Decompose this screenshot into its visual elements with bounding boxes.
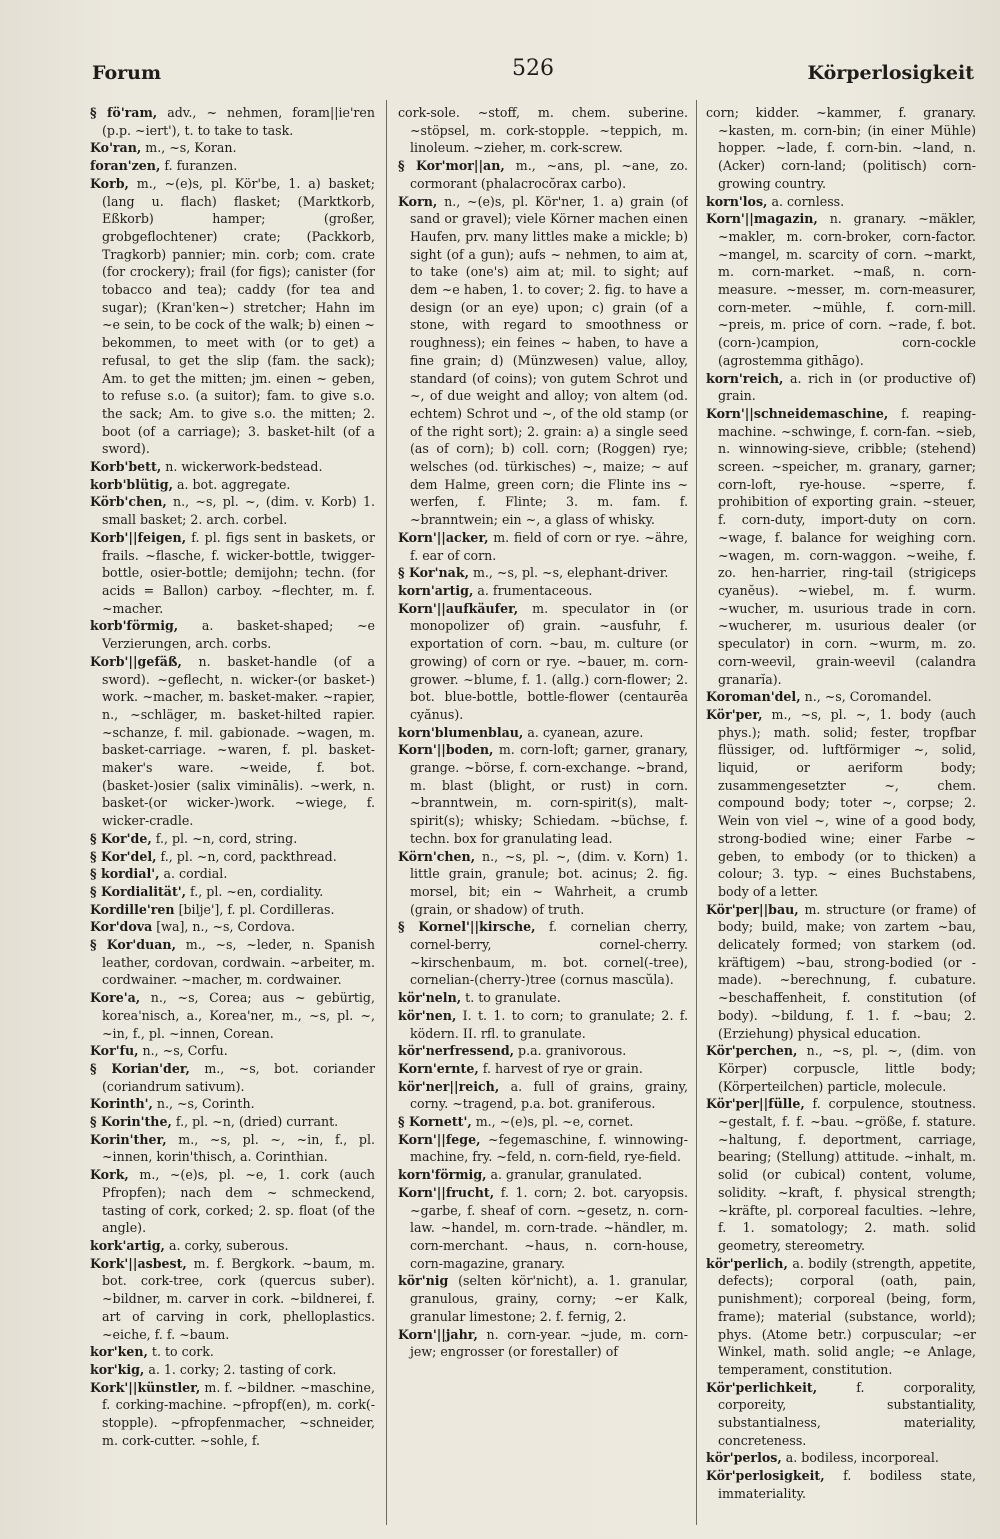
entry-definition: f., pl. ~n, cord, string. <box>155 830 298 846</box>
dictionary-entry <box>90 848 375 866</box>
left-guide-word: Forum <box>92 62 162 84</box>
dictionary-entry <box>706 1467 976 1502</box>
dictionary-entry <box>706 193 976 211</box>
dictionary-entry <box>90 493 375 528</box>
entry-definition: n., ~s, Corinth. <box>156 1096 255 1112</box>
entry-definition: t. to granulate. <box>465 990 561 1006</box>
dictionary-entry <box>398 1184 688 1273</box>
entry-definition: m., ~s, pl. ~, ~in, f., pl. ~innen, korin'thisch, a. Corinthian. <box>102 1131 375 1165</box>
entry-headword: Kör'per||bau, <box>706 901 799 917</box>
entry-definition: a. 1. corky; 2. tasting of cork. <box>148 1361 337 1377</box>
entry-headword: Kör'perchen, <box>706 1043 798 1059</box>
dictionary-entry <box>398 600 688 724</box>
entry-definition: ~fegemaschine, f. winnowing-machine, fry. ~feld, n. corn-field, rye-field. <box>410 1131 688 1165</box>
entry-definition: m., ~(e)s, pl. ~e, 1. cork (auch Pfropfen); nach dem ~ schmeckend, tasting of cork, corked; 2. sp. float (of the angle). <box>102 1167 375 1236</box>
entry-headword: korn'los, <box>706 193 768 209</box>
entry-headword: Kore'a, <box>90 990 141 1006</box>
dictionary-entry <box>90 175 375 458</box>
entry-headword: korn'reich, <box>706 370 784 386</box>
dictionary-entry <box>90 653 375 830</box>
entry-headword: Korinth', <box>90 1096 153 1112</box>
entry-headword: kor'ken, <box>90 1344 148 1360</box>
column-rule-1 <box>386 100 387 1525</box>
entry-definition: a. bot. aggregate. <box>176 476 291 492</box>
entry-definition: n., ~s, Coromandel. <box>804 689 932 705</box>
dictionary-entry <box>706 706 976 901</box>
entry-definition: cork-sole. ~stoff, m. chem. suberine. ~stöpsel, m. cork-stopple. ~teppich, m. linoleum. ~zieher, m. cork-screw. <box>398 105 688 156</box>
entry-headword: Kork, <box>90 1167 129 1183</box>
entry-definition: a. bodiless, incorporeal. <box>785 1450 939 1466</box>
entry-headword: § Kornel'||kirsche, <box>398 919 536 935</box>
entry-headword: Körb'chen, <box>90 494 167 510</box>
entry-definition: a. basket-shaped; ~e Verzierungen, arch. corbs. <box>102 618 375 652</box>
dictionary-entry <box>90 989 375 1042</box>
entry-headword: § kordial', <box>90 866 160 882</box>
dictionary-entry <box>90 1237 375 1255</box>
dictionary-entry <box>398 1131 688 1166</box>
entry-definition: n., ~s, Corfu. <box>142 1043 228 1059</box>
dictionary-entry <box>90 1361 375 1379</box>
entry-headword: § Kor'de, <box>90 830 152 846</box>
entry-definition: m. f. Bergkork. ~baum, m. bot. cork-tree, cork (quercus suber). ~bildner, m. carver in cork. ~bildnerei, f. art of carving in cork, phelloplastics. ~eiche, f. f. ~baum. <box>102 1255 375 1342</box>
dictionary-entry <box>706 210 976 369</box>
dictionary-entry <box>90 529 375 618</box>
entry-headword: kör'nen, <box>398 1007 457 1023</box>
dictionary-entry <box>398 724 688 742</box>
dictionary-entry <box>398 564 688 582</box>
entry-definition: m. field of corn or rye. ~ähre, f. ear of corn. <box>410 529 688 563</box>
entry-definition: f. bodiless state, immateriality. <box>718 1468 976 1501</box>
entry-definition: n. corn-year. ~jude, m. corn-jew; engrosser (or forestaller) of <box>410 1326 688 1360</box>
entry-headword: § Korian'der, <box>90 1060 190 1076</box>
entry-definition: a. cordial. <box>163 866 228 882</box>
dictionary-entry <box>706 370 976 405</box>
dictionary-entry <box>90 918 375 936</box>
entry-headword: Korn'||acker, <box>398 529 489 545</box>
entry-headword: kör'perlos, <box>706 1450 782 1466</box>
entry-definition: f. reaping-machine. ~schwinge, f. corn-fan. ~sieb, n. winnowing-sieve, cribble; (stehend) screen. ~speicher, m. granary, garner; corn-loft, rye-house. ~sperre, f. prohibition of exporting grain. ~steuer, f. corn-duty, import-duty on corn. ~wage, f. balance for weighing corn. ~wagen, m. corn-waggon. ~weihe, f. zo. hen-harrier, ring-tail (strigiceps cyanĕus). ~wiebel, m. f. wurm. ~wucher, m. usurious trade in corn. ~wucherer, m. usurious dealer (or speculator) in corn. ~wurm, m. zo. corn-weevil, grain-weevil (calandra granarĭa). <box>718 405 976 687</box>
entry-definition: n. wickerwork-bedstead. <box>165 459 323 475</box>
dictionary-entry <box>90 476 375 494</box>
entry-headword: korb'blütig, <box>90 476 173 492</box>
entry-definition: m. speculator in (or monopolizer of) grain. ~ausfuhr, f. exportation of corn. ~bau, m. culture (or growing) of corn or rye. ~bauer, m. corn-grower. ~blume, f. 1. (allg.) corn-flower; 2. bot. blue-bottle, bottle-flower (centaurēa cyănus). <box>410 600 688 722</box>
entry-headword: § fö'ram, <box>90 105 158 120</box>
entry-definition: [bilje'], f. pl. Cordilleras. <box>178 901 335 917</box>
entry-headword: Korn'||magazin, <box>706 211 818 227</box>
dictionary-entry <box>706 1095 976 1254</box>
dictionary-entry <box>398 157 688 192</box>
entry-definition: n. granary. ~mäkler, ~makler, m. corn-broker, corn-factor. ~mangel, m. scarcity of corn. ~markt, m. corn-market. ~maß, n. corn-measure. ~messer, m. corn-measurer, corn-meter. ~mühle, f. corn-mill. ~preis, m. price of corn. ~rade, f. bot. (corn-)campion, corn-cockle (agrostemma githāgo). <box>718 211 976 368</box>
entry-definition: f. pl. figs sent in baskets, or frails. ~flasche, f. wicker-bottle, twigger-bottle, osier-bottle; demijohn; techn. (for acids = Ballon) carboy. ~flechter, m. f. ~macher. <box>102 529 375 616</box>
entry-definition: f. harvest of rye or grain. <box>482 1060 643 1076</box>
dictionary-entry <box>398 1078 688 1113</box>
entry-headword: Kör'perlichkeit, <box>706 1379 818 1395</box>
entry-headword: Korn'||fege, <box>398 1131 481 1147</box>
dictionary-entry <box>398 1326 688 1361</box>
entry-headword: § Kor'duan, <box>90 937 176 953</box>
entry-definition: a. cornless. <box>771 193 845 209</box>
running-header <box>92 56 974 88</box>
entry-definition: a. cyanean, azure. <box>527 724 644 740</box>
entry-headword: kör'nerfressend, <box>398 1043 515 1059</box>
entry-definition: adv., ~ nehmen, foram||ie'ren (p.p. ~iert'), t. to take to task. <box>102 105 375 138</box>
entry-headword: § Kor'nak, <box>398 565 469 581</box>
dictionary-entry <box>398 1166 688 1184</box>
entry-definition: f. furanzen. <box>164 158 238 174</box>
dictionary-entry <box>90 1343 375 1361</box>
entry-definition: (selten kör'nicht), a. 1. granular, granulous, grainy, corny; ~er Kalk, granular limestone; 2. f. fernig, 2. <box>410 1273 688 1324</box>
entry-definition: m. corn-loft; garner, granary, grange. ~börse, f. corn-exchange. ~brand, m. blast (blight, or rust) in corn. ~branntwein, m. corn-spirit(s), malt-spirit(s); whisky; Schiedam. ~büchse, f. techn. box for granulating lead. <box>410 742 688 846</box>
entry-definition: m., ~(e)s, pl. Kör'be, 1. a) basket; (lang u. flach) flasket; (Marktkorb, Eßkorb) hamper; (großer, grobgeflochtener) crate; (Packkorb, Tragkorb) pannier; min. corb; com. crate (for crockery); frail (for figs); canister (for tobacco and tea); caddy (for tea and sugar); (Kran'ken~) stretcher; Hahn im ~e sein, to be cock of the walk; b) einen ~ bekommen, to meet with (or to get) a refusal, to get the slip (fam. the sack); Am. to get the mitten; jm. einen ~ geben, to refuse s.o. (a suitor); fam. to give s.o. the sack; Am. to give s.o. the mitten; 2. boot (of a carriage); 3. basket-hilt (of a sword). <box>102 175 375 457</box>
entry-headword: kork'artig, <box>90 1238 165 1253</box>
entry-headword: Korn, <box>398 193 438 209</box>
dictionary-entry <box>90 865 375 883</box>
entry-headword: Kör'per, <box>706 706 763 722</box>
entry-headword: korn'artig, <box>398 582 474 598</box>
entry-headword: Kork'||asbest, <box>90 1255 187 1271</box>
dictionary-entry <box>90 1113 375 1131</box>
entry-definition: I. t. 1. to corn; to granulate; 2. f. ködern. II. rfl. to granulate. <box>410 1007 688 1041</box>
dictionary-entry <box>398 918 688 989</box>
entry-headword: § Kor'mor||an, <box>398 158 505 174</box>
entry-headword: Korb, <box>90 175 129 191</box>
dictionary-entry <box>706 104 976 193</box>
dictionary-entry <box>90 830 375 848</box>
entry-definition: a. full of grains, grainy, corny. ~tragend, p.a. bot. graniferous. <box>410 1078 688 1112</box>
entry-definition: m., ~(e)s, pl. ~e, cornet. <box>475 1114 634 1130</box>
dictionary-entry <box>90 139 375 157</box>
dictionary-entry <box>90 1379 375 1450</box>
entry-headword: kör'ner||reich, <box>398 1078 500 1094</box>
dictionary-entry <box>90 901 375 919</box>
entry-definition: n., ~s, pl. ~, (dim. von Körper) corpuscle, little body; (Körperteilchen) particle, molecule. <box>718 1043 976 1094</box>
dictionary-entry <box>398 848 688 919</box>
entry-definition: a. bodily (strength, appetite, defects); corporal (oath, pain, punishment); corporeal (being, form, frame); material (substance, world); phys. (Atome betr.) corpuscular; ~er Winkel, math. solid angle; ~e Anlage, temperament, constitution. <box>718 1255 976 1377</box>
entry-headword: Korn'||frucht, <box>398 1184 495 1200</box>
entry-headword: Korn'||boden, <box>398 742 494 758</box>
entry-definition: m., ~ans, pl. ~ane, zo. cormorant (phalacrocŏrax carbo). <box>410 158 688 191</box>
entry-definition: corn; kidder. ~kammer, f. granary. ~kasten, m. corn-bin; (in einer Mühle) hopper. ~lade, f. corn-bin. ~land, n. (Acker) corn-land; (politisch) corn-growing country. <box>706 105 976 191</box>
entry-definition: f., pl. ~en, cordiality. <box>190 883 324 899</box>
entry-headword: § Kordialität', <box>90 883 187 899</box>
dictionary-entry <box>398 1042 688 1060</box>
dictionary-entry <box>398 1060 688 1078</box>
entry-headword: foran'zen, <box>90 158 161 174</box>
entry-definition: f. corpulence, stoutness. ~gestalt, f. f. ~bau. ~größe, f. stature. ~haltung, f. deportment, carriage, bearing; (Stellung) attitude. ~inhalt, m. solid (or cubical) content, volume, solidity. ~kraft, f. physical strength; ~kräfte, pl. corporeal faculties. ~lehre, f. 1. somatology; 2. math. solid geometry, stereometry. <box>718 1096 976 1253</box>
dictionary-entry <box>90 1131 375 1166</box>
dictionary-entry <box>706 1449 976 1467</box>
column-2 <box>398 104 688 1524</box>
entry-headword: Korb'||gefäß, <box>90 653 182 669</box>
entry-headword: Korin'ther, <box>90 1131 167 1147</box>
entry-headword: Kork'||künstler, <box>90 1379 201 1395</box>
dictionary-entry <box>90 1060 375 1095</box>
entry-headword: Kordille'ren <box>90 901 175 917</box>
entry-definition: a. corky, suberous. <box>168 1238 289 1253</box>
dictionary-entry <box>706 688 976 706</box>
entry-definition: m., ~s, pl. ~s, elephant-driver. <box>472 565 669 581</box>
entry-definition: m., ~s, bot. coriander (coriandrum sativum). <box>102 1060 375 1094</box>
dictionary-entry <box>706 1042 976 1095</box>
entry-headword: § Korin'the, <box>90 1114 172 1130</box>
dictionary-entry <box>398 1113 688 1131</box>
entry-headword: kör'perlich, <box>706 1255 788 1271</box>
dictionary-entry <box>706 1379 976 1450</box>
entry-headword: korn'förmig, <box>398 1167 487 1183</box>
entry-definition: m., ~s, Koran. <box>145 140 237 156</box>
page-number: 526 <box>512 56 554 81</box>
dictionary-entry <box>706 901 976 1043</box>
entry-headword: Korn'ernte, <box>398 1060 479 1076</box>
dictionary-entry <box>90 104 375 139</box>
dictionary-entry <box>398 104 688 157</box>
column-1 <box>90 104 375 1524</box>
entry-headword: kor'kig, <box>90 1361 145 1377</box>
entry-headword: Kör'per||fülle, <box>706 1096 805 1112</box>
entry-definition: t. to cork. <box>151 1344 214 1360</box>
entry-definition: n. basket-handle (of a sword). ~geflecht, n. wicker-(or basket-) work. ~macher, m. basket-maker. ~rapier, n., ~schläger, m. basket-hilted rapier. ~schanze, f. mil. gabionade. ~wagen, m. basket-carriage. ~waren, f. pl. basket-maker's ware. ~weide, f. bot. (basket-)osier (salix viminālis). ~werk, n. basket-(or wicker-)work. ~wiege, f. wicker-cradle. <box>102 653 375 829</box>
entry-headword: Kor'dova <box>90 919 153 935</box>
dictionary-entry <box>90 1042 375 1060</box>
entry-definition: m. f. ~bildner. ~maschine, f. corking-machine. ~pfropf(en), m. cork(-stopple). ~pfropfenmacher, ~schneider, m. cork-cutter. ~sohle, f. <box>102 1379 375 1448</box>
entry-definition: a. rich in (or productive of) grain. <box>718 370 976 404</box>
dictionary-entry <box>398 741 688 847</box>
entry-headword: Korn'||aufkäufer, <box>398 600 519 616</box>
entry-definition: f., pl. ~n, (dried) currant. <box>175 1114 339 1130</box>
entry-headword: Korn'||schneidemaschine, <box>706 405 889 421</box>
entry-headword: § Kornett', <box>398 1114 472 1130</box>
entry-definition: m. structure (or frame) of body; build, make; von zartem ~bau, delicately formed; von starkem (od. kräftigem) ~bau, strong-bodied (or -made). ~berechnung, f. cubature. ~beschaffenheit, f. constitution (of body). ~bildung, f. 1. f. ~bau; 2. (Erziehung) physical education. <box>718 901 976 1041</box>
entry-headword: korn'blumenblau, <box>398 724 524 740</box>
entry-definition: m., ~s, ~leder, n. Spanish leather, cordovan, cordwain. ~arbeiter, m. cordwainer. ~macher, m. cordwainer. <box>102 937 375 988</box>
entry-headword: Korb'||feigen, <box>90 529 187 545</box>
column-rule-2 <box>696 100 697 1525</box>
entry-headword: Korn'||jahr, <box>398 1326 478 1342</box>
entry-headword: kör'neln, <box>398 990 462 1006</box>
dictionary-entry <box>398 989 688 1007</box>
entry-definition: [wa], n., ~s, Cordova. <box>156 919 296 935</box>
entry-definition: m., ~s, pl. ~, 1. body (auch phys.); math. solid; fester, tropfbar flüssiger, od. luftförmiger ~, solid, liquid, or aeriform body; zusammengesetzter ~, chem. compound body; toter ~, corpse; 2. Wein von viel ~, wine of a good body, strong-bodied wine; einer Farbe ~ geben, to embody (or to thicken) a colour; 3. typ. ~ eines Buchstabens, body of a letter. <box>718 706 976 899</box>
entry-definition: f. cornelian cherry, cornel-berry, cornel-cherry. ~kirschenbaum, m. bot. cornel(-tree), cornelian-(cherry-)tree (cornus mascŭla). <box>410 919 688 988</box>
dictionary-entry <box>706 1255 976 1379</box>
entry-headword: Korb'bett, <box>90 459 162 475</box>
entry-definition: a. granular, granulated. <box>490 1167 642 1183</box>
entry-definition: n., ~s, Corea; aus ~ gebürtig, korea'nisch, a., Korea'ner, m., ~s, pl. ~, ~in, f., pl. ~innen, Corean. <box>102 990 375 1041</box>
entry-definition: n., ~(e)s, pl. Kör'ner, 1. a) grain (of sand or gravel); viele Körner machen einen Haufen, prv. many littles make a mickle; b) sight (of a gun); aufs ~ nehmen, to aim at, to take (one's) aim at; mil. to sight; auf dem ~e haben, 1. to cover; 2. fig. to have a design (or an eye) upon; c) grain (of a stone, with regard to smoothness or roughness); ein feines ~ haben, to have a fine grain; d) (Münzwesen) value, alloy, standard (of coins); von gutem Schrot und ~, of due weight and alloy; von altem (od. echtem) Schrot und ~, of the old stamp (or of the right sort); 2. grain: a) a single seed (as of corn); b) coll. corn; (Roggen) rye; welsches (od. türkisches) ~, maize; ~ auf dem Halme, green corn; die Flinte ins ~ werfen, f. Flinte; 3. m. fam. f. ~branntwein; ein ~, a glass of whisky. <box>410 193 688 528</box>
dictionary-entry <box>90 936 375 989</box>
entry-definition: f. corporality, corporeity, substantiality, substantialness, materiality, concreteness. <box>718 1379 976 1448</box>
entry-definition: f., pl. ~n, cord, packthread. <box>160 848 337 864</box>
dictionary-entry <box>90 1166 375 1237</box>
entry-definition: n., ~s, pl. ~, (dim. v. Korn) 1. little grain, granule; bot. acinus; 2. fig. morsel, bit; ein ~ Wahrheit, a crumb (grain, or shadow) of truth. <box>410 848 688 917</box>
dictionary-entry <box>398 529 688 564</box>
entry-headword: § Kor'del, <box>90 848 157 864</box>
entry-definition: p.a. granivorous. <box>518 1043 627 1059</box>
entry-headword: Ko'ran, <box>90 140 142 156</box>
entry-headword: Körn'chen, <box>398 848 476 864</box>
entry-definition: f. 1. corn; 2. bot. caryopsis. ~garbe, f. sheaf of corn. ~gesetz, n. corn-law. ~handel, m. corn-trade. ~händler, m. corn-merchant. ~haus, n. corn-house, corn-magazine, granary. <box>410 1184 688 1271</box>
dictionary-entry <box>398 582 688 600</box>
dictionary-entry <box>90 883 375 901</box>
dictionary-entry <box>398 1272 688 1325</box>
entry-definition: a. frumentaceous. <box>477 582 593 598</box>
entry-headword: Koroman'del, <box>706 689 801 705</box>
dictionary-entry <box>90 617 375 652</box>
dictionary-entry <box>90 1255 375 1344</box>
dictionary-entry <box>90 458 375 476</box>
entry-definition: n., ~s, pl. ~, (dim. v. Korb) 1. small basket; 2. arch. corbel. <box>102 494 375 528</box>
entry-headword: korb'förmig, <box>90 618 179 634</box>
entry-headword: Kor'fu, <box>90 1043 139 1059</box>
entry-headword: Kör'perlosigkeit, <box>706 1468 825 1484</box>
dictionary-entry <box>398 1007 688 1042</box>
column-3 <box>706 104 976 1524</box>
dictionary-entry <box>90 1095 375 1113</box>
entry-headword: kör'nig <box>398 1273 449 1289</box>
dictionary-entry <box>90 157 375 175</box>
dictionary-entry <box>706 405 976 688</box>
right-guide-word: Körperlosigkeit <box>807 62 974 84</box>
dictionary-entry <box>398 193 688 529</box>
